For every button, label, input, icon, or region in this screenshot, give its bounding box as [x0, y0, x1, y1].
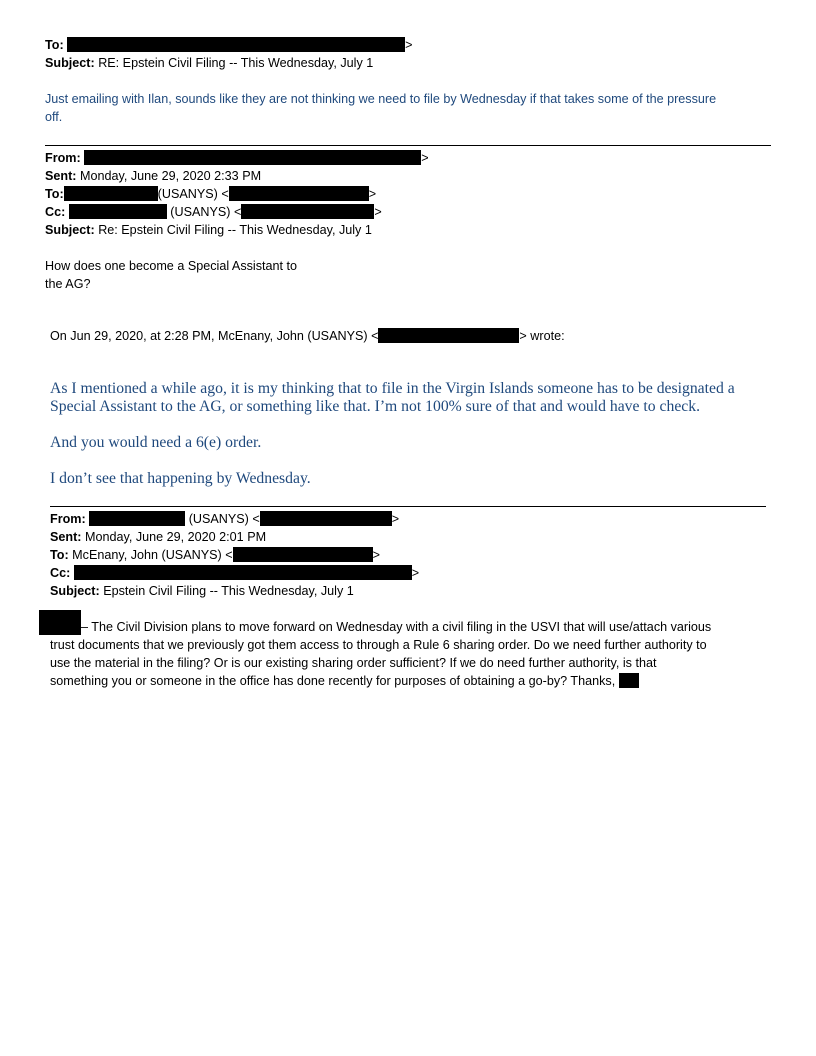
msg2-to-line — [45, 185, 376, 203]
redaction-block — [260, 511, 392, 526]
top-to-line — [45, 36, 413, 54]
from-label: From: — [45, 151, 81, 165]
cc-mid: (USANYS) < — [170, 205, 242, 219]
redaction-block — [233, 547, 373, 562]
cc-suffix: > — [374, 205, 382, 219]
separator-rule — [50, 506, 766, 507]
msg4-body-line-2: trust documents that we previously got them access to through a Rule 6 sharing order. Do we need further authority to — [50, 638, 707, 652]
subject-value: RE: Epstein Civil Filing -- This Wednesday, July 1 — [98, 56, 374, 70]
subject-value: Re: Epstein Civil Filing -- This Wednesday, July 1 — [98, 223, 372, 237]
to-mid: (USANYS) < — [157, 187, 229, 201]
cc-label: Cc: — [45, 205, 66, 219]
msg4-body-line-4-text: something you or someone in the office has done recently for purposes of obtaining a go-by? Thanks, — [50, 674, 616, 688]
msg2-from-line — [45, 149, 429, 167]
cc-suffix: > — [411, 566, 420, 580]
to-suffix: > — [368, 187, 377, 201]
msg4-sent-line — [50, 528, 266, 546]
separator-rule — [45, 145, 771, 146]
from-suffix: > — [391, 512, 400, 526]
msg2-cc-line — [45, 203, 382, 221]
msg3-p2: And you would need a 6(e) order. — [50, 434, 262, 451]
msg3-p1-line-2: Special Assistant to the AG, or something like that. I’m not 100% sure of that and would have to check. — [50, 398, 701, 415]
redaction-block — [64, 186, 158, 201]
quote-intro-suffix: > wrote: — [519, 329, 565, 343]
to-label: To: — [45, 187, 64, 201]
sent-label: Sent: — [50, 530, 82, 544]
msg4-body-line-3: use the material in the filing? Or is our existing sharing order sufficient? If we do need further authority, is that — [50, 656, 657, 670]
to-suffix: > — [405, 38, 413, 52]
msg2-sent-line — [45, 167, 261, 185]
msg2-body-line-2: the AG? — [45, 277, 91, 291]
redaction-block — [84, 150, 421, 165]
from-suffix: > — [421, 151, 429, 165]
quote-intro-prefix: On Jun 29, 2020, at 2:28 PM, McEnany, John (USANYS) < — [50, 329, 379, 343]
reply-top-line-1: Just emailing with Ilan, sounds like they are not thinking we need to file by Wednesday if that takes some of the pressure — [45, 92, 717, 106]
top-subject-line — [45, 54, 373, 72]
msg4-body-line-1: – The Civil Division plans to move forward on Wednesday with a civil filing in the USVI that will use/attach various — [81, 620, 712, 634]
msg4-cc-line — [50, 564, 419, 582]
sent-value: Monday, June 29, 2020 2:33 PM — [79, 169, 262, 183]
msg4-to-line — [50, 546, 380, 564]
redaction-block — [39, 610, 81, 635]
sent-label: Sent: — [45, 169, 77, 183]
from-mid: (USANYS) < — [188, 512, 260, 526]
redaction-block — [619, 673, 639, 688]
to-label: To: — [50, 548, 69, 562]
msg2-subject-line — [45, 221, 372, 239]
subject-label: Subject: — [45, 56, 95, 70]
subject-label: Subject: — [45, 223, 95, 237]
msg3-p1-line-1: As I mentioned a while ago, it is my thinking that to file in the Virgin Islands someone has to be designated a — [50, 380, 735, 397]
redaction-block — [378, 328, 519, 343]
to-prefix: McEnany, John (USANYS) < — [72, 548, 233, 562]
redaction-block — [69, 204, 167, 219]
subject-label: Subject: — [50, 584, 100, 598]
msg4-subject-line — [50, 582, 354, 600]
to-suffix: > — [372, 548, 380, 562]
quote-intro-line — [50, 327, 565, 345]
msg2-body-line-1: How does one become a Special Assistant to — [45, 259, 298, 273]
msg4-body-line-4 — [50, 672, 639, 690]
reply-top-line-2: off. — [45, 110, 63, 124]
redaction-block — [229, 186, 369, 201]
redaction-block — [74, 565, 412, 580]
subject-value: Epstein Civil Filing -- This Wednesday, July 1 — [103, 584, 354, 598]
to-label: To: — [45, 38, 64, 52]
msg4-from-line — [50, 510, 399, 528]
redaction-block — [67, 37, 405, 52]
redaction-block — [241, 204, 374, 219]
msg3-p3: I don’t see that happening by Wednesday. — [50, 470, 311, 487]
cc-label: Cc: — [50, 566, 71, 580]
sent-value: Monday, June 29, 2020 2:01 PM — [84, 530, 267, 544]
redaction-block — [89, 511, 185, 526]
from-label: From: — [50, 512, 86, 526]
